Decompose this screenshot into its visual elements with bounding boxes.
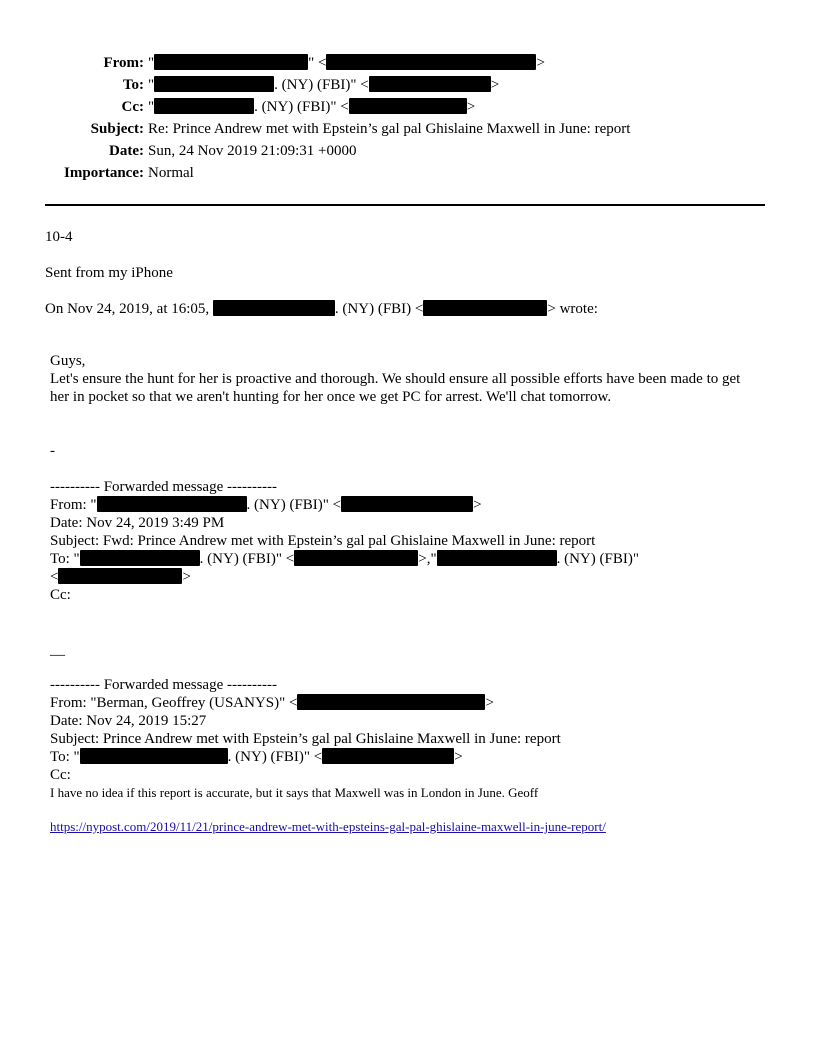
to-label: To: (122, 77, 144, 93)
redaction-box (349, 98, 467, 114)
forward-subject: Subject: Prince Andrew met with Epstein’s gal pal Ghislaine Maxwell in June: report (50, 731, 561, 747)
subject-value: Re: Prince Andrew met with Epstein’s gal pal Ghislaine Maxwell in June: report (148, 121, 631, 137)
redaction-box (80, 748, 228, 764)
forward-note: I have no idea if this report is accurate, but it says that Maxwell was in London in June. Geoff (50, 785, 539, 800)
redaction-box (213, 300, 335, 316)
redaction-box (294, 550, 418, 566)
from-label: From: (103, 55, 144, 71)
redaction-box (326, 54, 536, 70)
redaction-box (297, 694, 485, 710)
redaction-box (154, 76, 274, 92)
header-divider (45, 204, 765, 206)
cc-label: Cc: (121, 99, 144, 115)
signature: Sent from my iPhone (45, 265, 173, 281)
reply-text: 10-4 (45, 229, 73, 245)
greeting: Guys, (50, 353, 86, 369)
forward-cc: Cc: (50, 767, 71, 783)
cc-value: " . (NY) (FBI)" < > (148, 99, 476, 115)
forward-to: To: " . (NY) (FBI)" < > (50, 749, 463, 765)
forward-subject: Subject: Fwd: Prince Andrew met with Epstein’s gal pal Ghislaine Maxwell in June: report (50, 533, 596, 549)
forward-to: To: " . (NY) (FBI)" < >," . (NY) (FBI)" (50, 551, 639, 567)
quote-attribution: On Nov 24, 2019, at 16:05, . (NY) (FBI) < > wrote: (45, 301, 598, 317)
redaction-box (369, 76, 491, 92)
forward-date: Date: Nov 24, 2019 15:27 (50, 713, 207, 729)
forward-cc: Cc: (50, 587, 71, 603)
importance-value: Normal (148, 165, 194, 181)
article-link[interactable]: https://nypost.com/2019/11/21/prince-andrew-met-with-epsteins-gal-pal-ghislaine-maxwell-in-june-report/ (50, 819, 606, 834)
importance-label: Importance: (64, 165, 144, 181)
date-value: Sun, 24 Nov 2019 21:09:31 +0000 (148, 143, 357, 159)
forward-date: Date: Nov 24, 2019 3:49 PM (50, 515, 225, 531)
redaction-box (80, 550, 200, 566)
forward-banner: ---------- Forwarded message ---------- (50, 677, 277, 693)
message-body: Let's ensure the hunt for her is proactive and thorough. We should ensure all possible efforts have been made to get her in pocket so that we aren't hunting for her once we get PC for arrest. We'll chat tomorrow. (50, 371, 741, 405)
dash-separator: - (50, 443, 55, 459)
forward-from: From: "Berman, Geoffrey (USANYS)" < > (50, 695, 494, 711)
redaction-box (437, 550, 557, 566)
subject-label: Subject: (90, 121, 144, 137)
redaction-box (154, 54, 308, 70)
redaction-box (341, 496, 473, 512)
forward-banner: ---------- Forwarded message ---------- (50, 479, 277, 495)
from-value: " " < > (148, 55, 545, 71)
redaction-box (423, 300, 547, 316)
redaction-box (58, 568, 182, 584)
date-label: Date: (109, 143, 144, 159)
forward-from: From: " . (NY) (FBI)" < > (50, 497, 482, 513)
forward-to-continued: < > (50, 569, 191, 585)
redaction-box (154, 98, 254, 114)
to-value: " . (NY) (FBI)" < > (148, 77, 500, 93)
redaction-box (322, 748, 454, 764)
redaction-box (97, 496, 247, 512)
emdash-separator: — (50, 647, 65, 663)
